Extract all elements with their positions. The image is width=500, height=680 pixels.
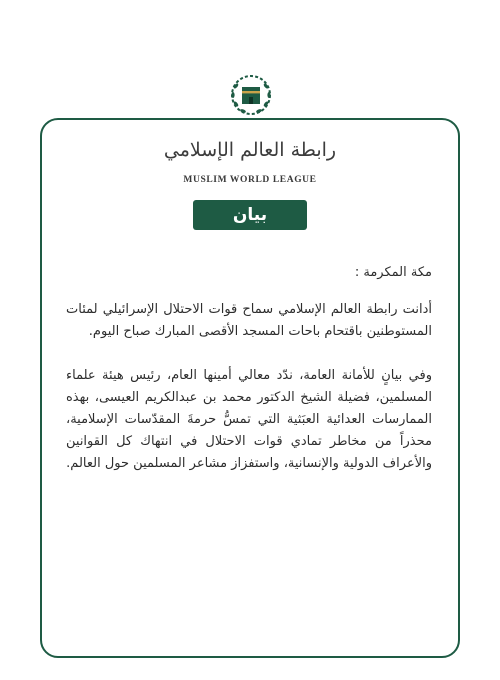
org-name-arabic: رابطة العالم الإسلامي [163,139,337,161]
statement-title: بيان [193,200,307,230]
statement-body [66,262,432,475]
statement-paragraph-2: وفي بيانٍ للأمانة العامة، ندّد معالي أمينها العام، رئيس هيئة علماء المسلمين، فضيلة الشيخ الدكتور محمد بن عبدالكريم العيسى، بهذه الممارسات العدائية العبَثية التي تمسُّ حرمةَ المقدّسات الإسلامية، محذراً من مخاطر تمادي قوات الاحتلال في انتهاك كل القوانين والأعراف الدولية والإنسانية، واستفزاز مشاعر المسلمين حول العالم. [66,368,432,471]
statement-location: مكة المكرمة : [354,265,432,280]
kaaba-wreath-icon [228,72,274,118]
org-name-english: MUSLIM WORLD LEAGUE [183,175,317,185]
statement-paragraph-1: أدانت رابطة العالم الإسلامي سماح قوات الاحتلال الإسرائيلي لمئات المستوطنين باقتحام باحات المسجد الأقصى المبارك صباح اليوم. [66,302,432,339]
